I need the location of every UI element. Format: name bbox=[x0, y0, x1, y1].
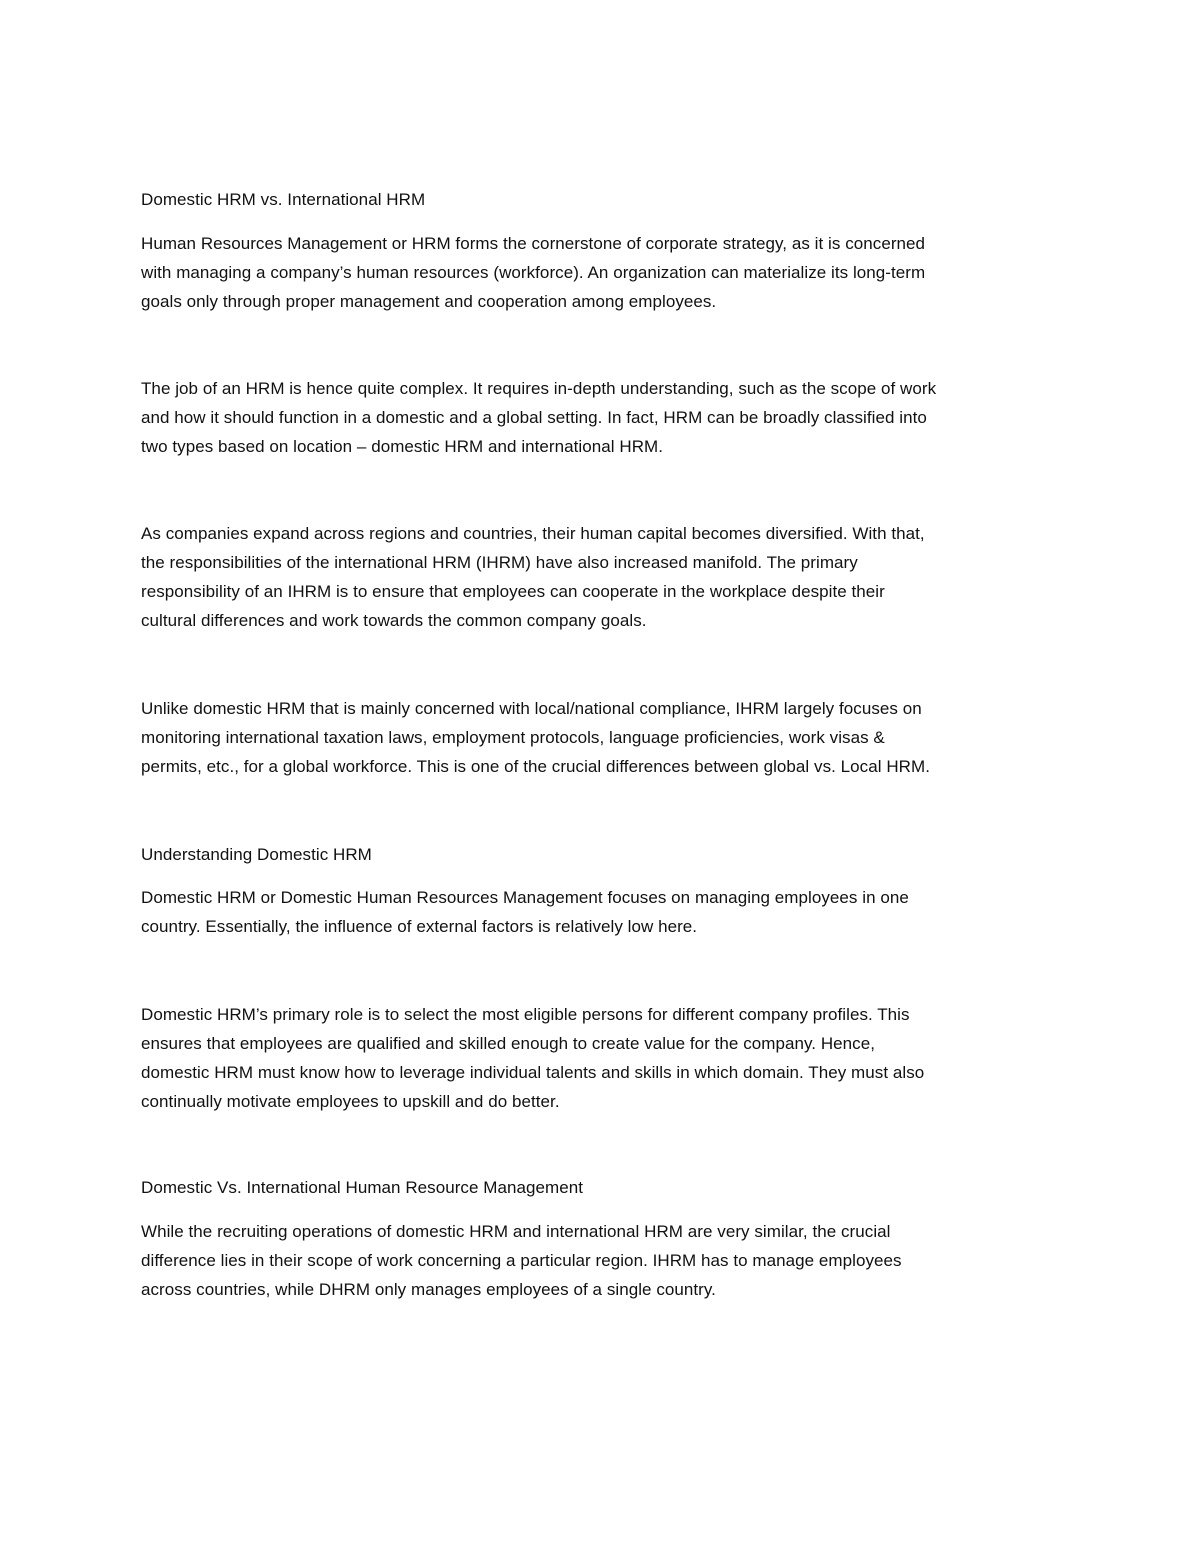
text-line: the responsibilities of the international HRM (IHRM) have also increased manifold. The primary bbox=[141, 553, 858, 572]
text-line: country. Essentially, the influence of external factors is relatively low here. bbox=[141, 917, 698, 936]
text-line: Domestic HRM’s primary role is to select the most eligible persons for different company profiles. This bbox=[141, 1005, 910, 1024]
text-line: permits, etc., for a global workforce. This is one of the crucial differences between global vs. Local HRM. bbox=[141, 757, 930, 776]
text-line: The job of an HRM is hence quite complex. It requires in-depth understanding, such as the scope of work bbox=[141, 379, 937, 398]
paragraph-recruiting-difference bbox=[141, 1217, 1071, 1304]
text-line: two types based on location – domestic HRM and international HRM. bbox=[141, 437, 664, 456]
paragraph-hrm-intro bbox=[141, 229, 1071, 316]
text-line: Domestic HRM or Domestic Human Resources Management focuses on managing employees in one bbox=[141, 888, 909, 907]
text-line: goals only through proper management and cooperation among employees. bbox=[141, 292, 717, 311]
text-line: across countries, while DHRM only manages employees of a single country. bbox=[141, 1280, 716, 1299]
section-heading-understanding-domestic bbox=[141, 840, 1071, 869]
text-line: Human Resources Management or HRM forms the cornerstone of corporate strategy, as it is concerned bbox=[141, 234, 926, 253]
text-line: and how it should function in a domestic and a global setting. In fact, HRM can be broadly classified into bbox=[141, 408, 927, 427]
text-line: Unlike domestic HRM that is mainly concerned with local/national compliance, IHRM largely focuses on bbox=[141, 699, 922, 718]
text-line: responsibility of an IHRM is to ensure that employees can cooperate in the workplace despite their bbox=[141, 582, 885, 601]
paragraph-hrm-job bbox=[141, 374, 1071, 461]
text-line: Domestic Vs. International Human Resource Management bbox=[141, 1178, 583, 1197]
text-line: difference lies in their scope of work concerning a particular region. IHRM has to manage employees bbox=[141, 1251, 902, 1270]
text-line: domestic HRM must know how to leverage individual talents and skills in which domain. They must also bbox=[141, 1063, 925, 1082]
text-line: continually motivate employees to upskill and do better. bbox=[141, 1092, 560, 1111]
text-line: As companies expand across regions and countries, their human capital becomes diversified. With that, bbox=[141, 524, 925, 543]
paragraph-ihrm-responsibilities bbox=[141, 519, 1071, 635]
document-title bbox=[141, 185, 1071, 214]
text-line: monitoring international taxation laws, employment protocols, language proficiencies, work visas & bbox=[141, 728, 885, 747]
section-heading-domestic-vs-international bbox=[141, 1173, 1071, 1202]
paragraph-domestic-vs-ihrm-focus bbox=[141, 694, 1071, 781]
paragraph-domestic-role bbox=[141, 1000, 1071, 1116]
paragraph-domestic-definition bbox=[141, 883, 1071, 941]
text-line: While the recruiting operations of domestic HRM and international HRM are very similar, the crucial bbox=[141, 1222, 891, 1241]
text-line: Domestic HRM vs. International HRM bbox=[141, 190, 426, 209]
text-line: cultural differences and work towards the common company goals. bbox=[141, 611, 647, 630]
text-line: ensures that employees are qualified and skilled enough to create value for the company. Hence, bbox=[141, 1034, 875, 1053]
text-line: Understanding Domestic HRM bbox=[141, 845, 372, 864]
text-line: with managing a company’s human resources (workforce). An organization can materialize its long-term bbox=[141, 263, 926, 282]
